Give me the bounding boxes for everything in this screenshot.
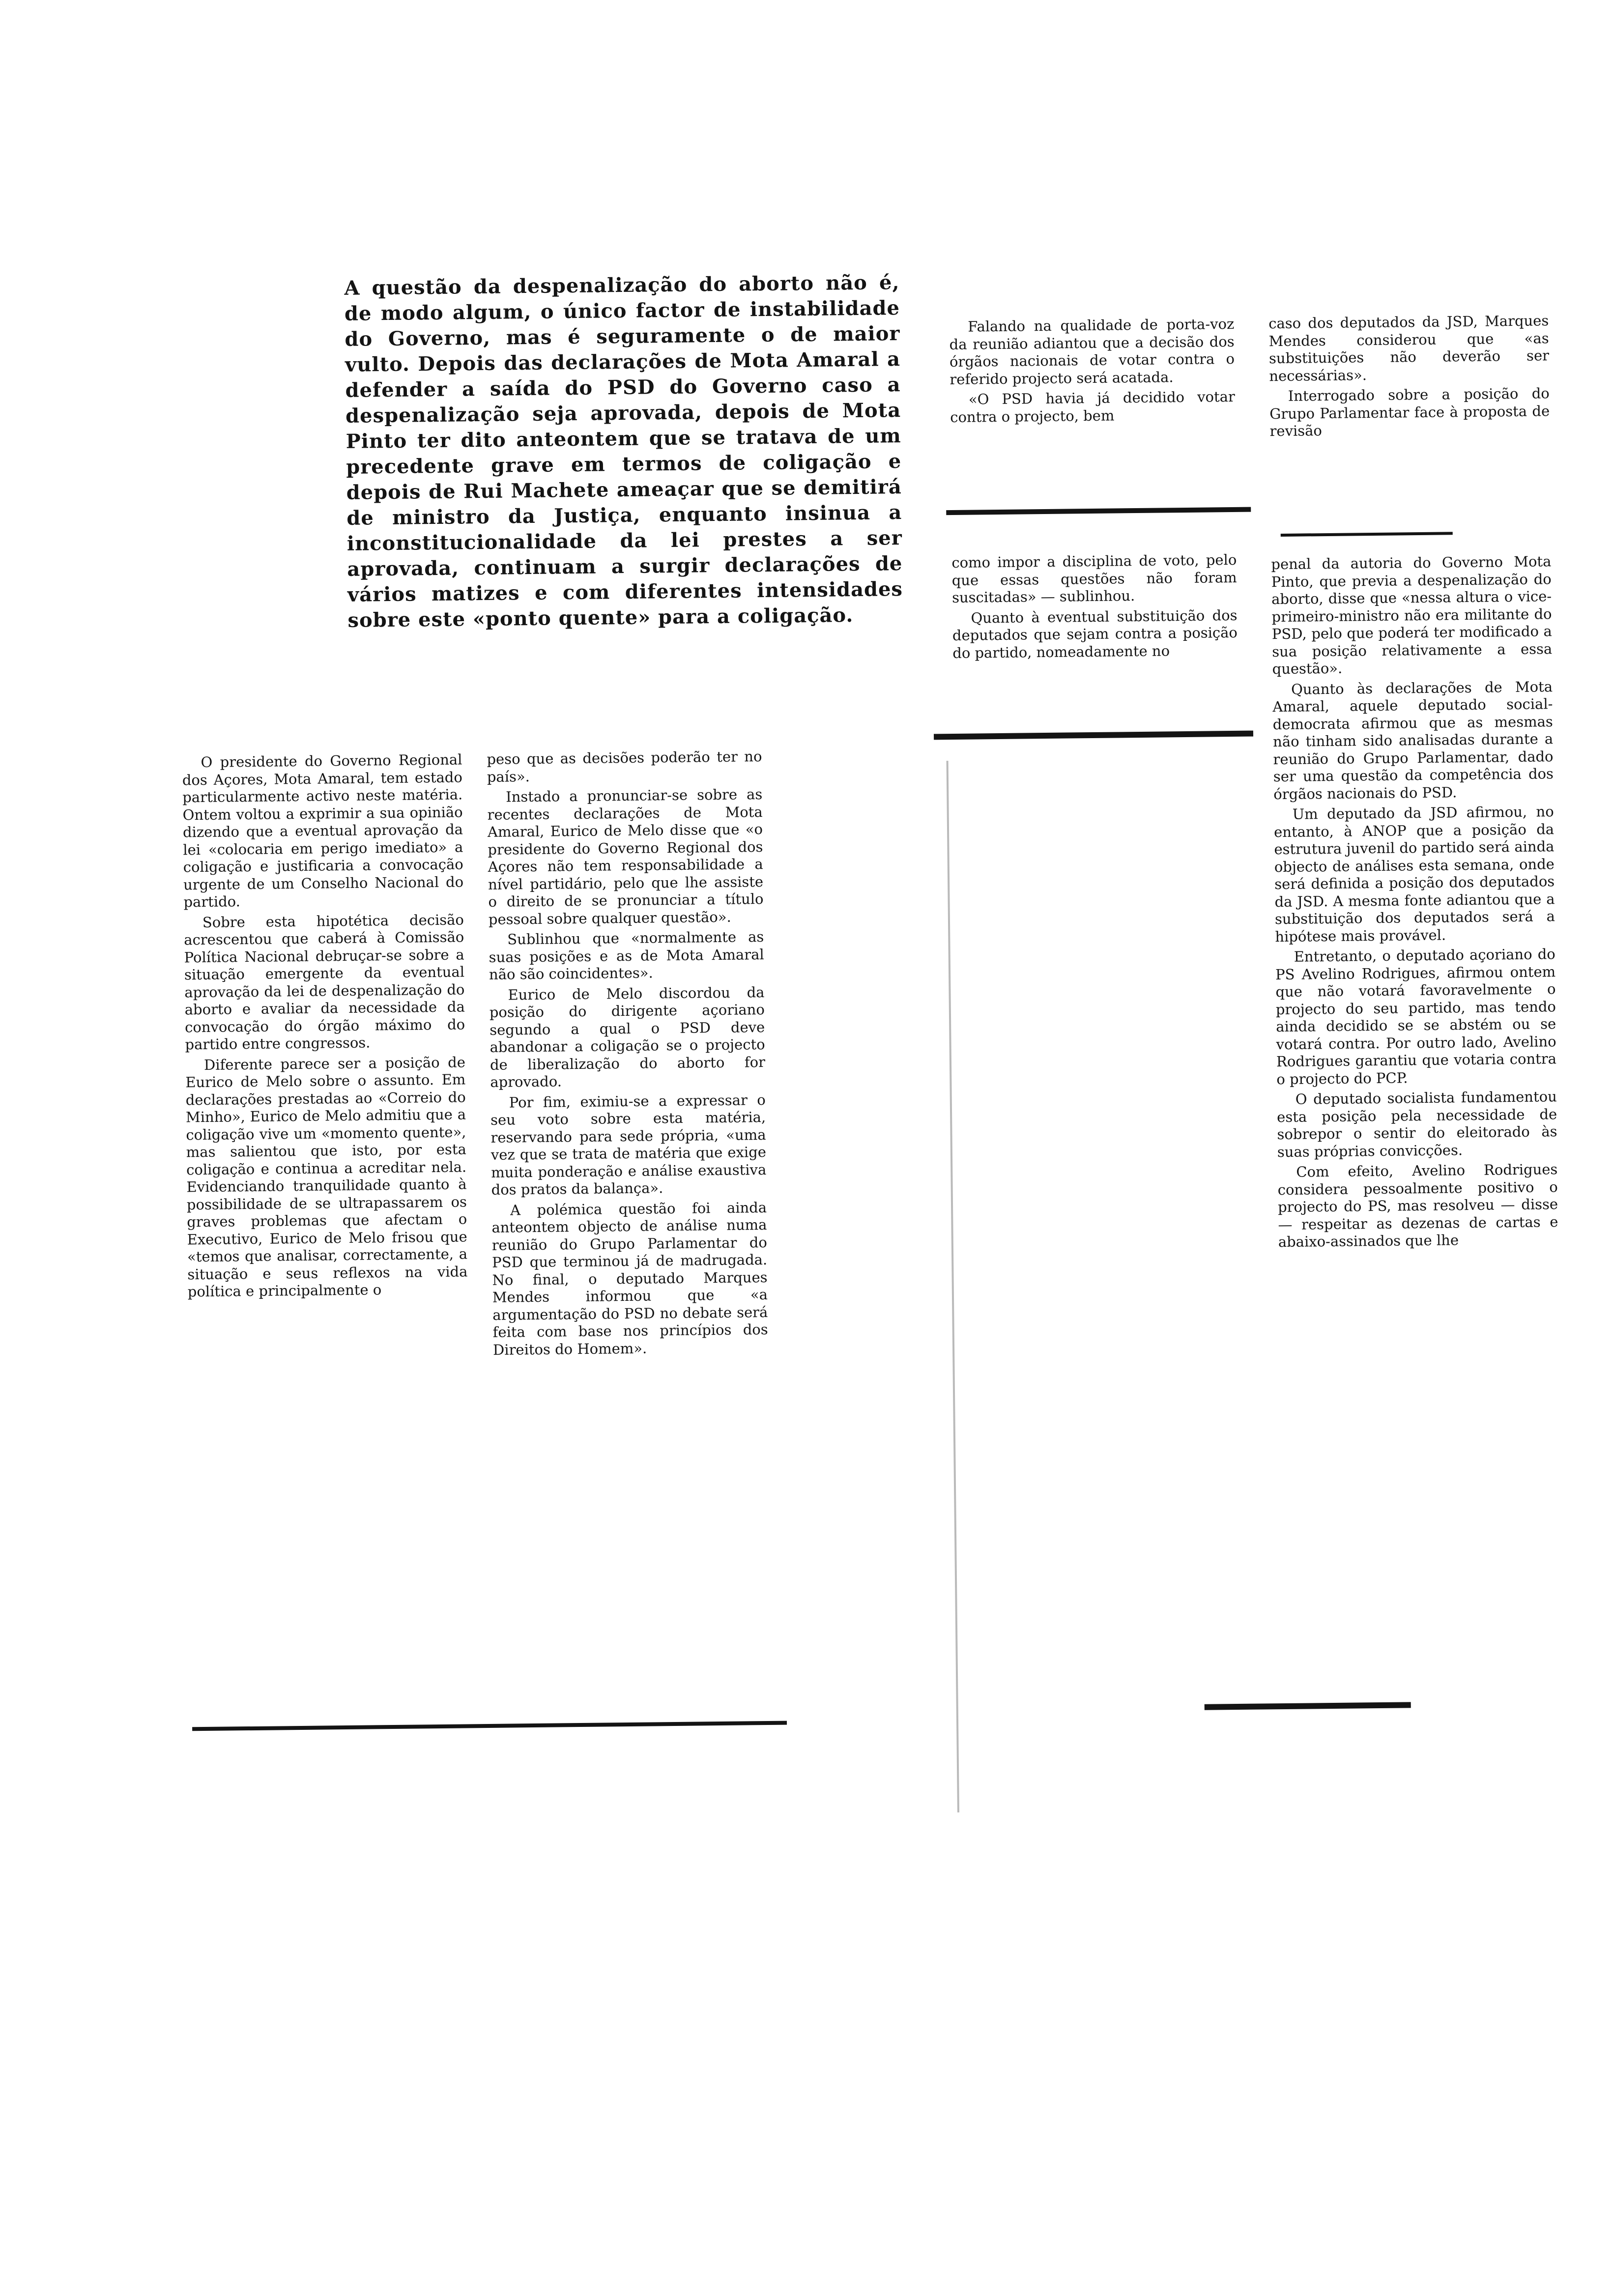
paragraph: Com efeito, Avelino Rodrigues considera pessoalmente positivo o projecto do PS, mas resolveu — disse — respeitar as dezenas de cartas e abaixo-assinados que lhe: [1277, 1161, 1558, 1251]
paragraph: como impor a disciplina de voto, pelo que essas questões não foram suscitadas» — sublinhou.: [951, 551, 1237, 606]
column-divider: [947, 761, 959, 1812]
column-4-bottom: [1271, 553, 1558, 1254]
paragraph: O presidente do Governo Regional dos Açores, Mota Amaral, tem estado particularmente activo neste matéria. Ontem voltou a exprimir a sua opinião dizendo que a eventual aprovação da lei «colocaria em perigo imediato» a coligação e justificaria a convocação urgente de um Conselho Nacional do partido.: [182, 751, 464, 911]
paragraph: «O PSD havia já decidido votar contra o projecto, bem: [950, 388, 1236, 426]
column-rule: [946, 507, 1251, 515]
bottom-rule: [192, 1721, 787, 1731]
paragraph: O deputado socialista fundamentou esta posição pela necessidade de sobrepor o sentir do eleitorado às suas próprias convicções.: [1277, 1088, 1557, 1160]
paragraph: Sublinhou que «normalmente as suas posições e as de Mota Amaral não são coincidentes».: [489, 928, 764, 983]
paragraph: peso que as decisões poderão ter no país».: [487, 748, 762, 785]
column-rule: [934, 731, 1253, 740]
paragraph: caso dos deputados da JSD, Marques Mendes considerou que «as substituições não deverão ser necessárias».: [1268, 312, 1550, 384]
paragraph: Por fim, eximiu-se a expressar o seu voto sobre esta matéria, reservando para sede própria, «uma vez que se trata de matéria que exige muita ponderação e análise exaustiva dos pratos da balança».: [490, 1091, 767, 1198]
column-rule: [1281, 532, 1453, 537]
paragraph: Quanto às declarações de Mota Amaral, aquele deputado social-democrata afirmou que as mesmas não tinham sido analisadas durante a reunião do Grupo Parlamentar, dado ser uma questão da competência dos órgãos nacionais do PSD.: [1272, 678, 1554, 803]
paragraph: penal da autoria do Governo Mota Pinto, que previa a despenalização do aborto, disse que «nessa altura o vice-primeiro-ministro não era militante do PSD, pelo que poderá ter modificado a sua posição relativamente a essa questão».: [1271, 553, 1553, 678]
column-3-bottom: [951, 551, 1238, 665]
paragraph: Interrogado sobre a posição do Grupo Parlamentar face à proposta de revisão: [1269, 385, 1550, 440]
paragraph: Instado a pronunciar-se sobre as recentes declarações de Mota Amaral, Eurico de Melo disse que «o presidente do Governo Regional dos Açores não tem responsabilidade a nível partidário, pelo que lhe assiste o direito de se pronunciar a título pessoal sobre qualquer questão».: [487, 786, 764, 928]
bottom-rule: [1205, 1702, 1411, 1710]
column-3-top: [949, 316, 1235, 429]
newspaper-clipping: [177, 258, 1558, 2229]
column-1: [182, 751, 468, 1303]
paragraph: Sobre esta hipotética decisão acrescentou que caberá à Comissão Política Nacional debruçar-se sobre a situação emergente da eventual aprovação da lei de despenalização do aborto e avaliar da necessidade da convocação do órgão máximo do partido entre congressos.: [184, 911, 465, 1053]
paragraph: Um deputado da JSD afirmou, no entanto, à ANOP que a posição da estrutura juvenil do partido será ainda objecto de análises esta semana, onde será definida a posição dos deputados da JSD. A mesma fonte adiantou que a substituição dos deputados será a hipótese mais provável.: [1273, 803, 1555, 945]
lead-paragraph: A questão da despenalização do aborto não é, de modo algum, o único factor de instabilidade do Governo, mas é seguramente o de maior vulto. Depois das declarações de Mota Amaral a defender a saída do PSD do Governo caso a despenalização seja aprovada, depois de Mota Pinto ter dito anteontem que se tratava de um precedente grave em termos de coligação e depois de Rui Machete ameaçar que se demitirá de ministro da Justiça, enquanto insinua a inconstitucionalidade da lei prestes a ser aprovada, continuam a surgir declarações de vários matizes e com diferentes intensidades sobre este «ponto quente» para a coligação.: [344, 271, 903, 632]
paragraph: Entretanto, o deputado açoriano do PS Avelino Rodrigues, afirmou ontem que não votará favoravelmente o projecto do seu partido, mas tendo ainda decidido se se abstém ou se votará contra. Por outro lado, Avelino Rodrigues garantiu que votaria contra o projecto do PCP.: [1275, 946, 1557, 1088]
paragraph: A polémica questão foi ainda anteontem objecto de análise numa reunião do Grupo Parlamentar do PSD que terminou já de madrugada. No final, o deputado Marques Mendes informou que «a argumentação do PSD no debate será feita com base nos princípios dos Direitos do Homem».: [491, 1199, 768, 1358]
paragraph: Quanto à eventual substituição dos deputados que sejam contra a posição do partido, nomeadamente no: [952, 606, 1238, 661]
column-4-top: [1268, 312, 1550, 443]
paragraph: Eurico de Melo discordou da posição do dirigente açoriano segundo a qual o PSD deve abandonar a coligação se o projecto de liberalização do aborto for aprovado.: [489, 983, 766, 1091]
paragraph: Diferente parece ser a posição de Eurico de Melo sobre o assunto. Em declarações prestadas ao «Correio do Minho», Eurico de Melo admitiu que a coligação vive um «momento quente», mas salientou que isto, por esta coligação e continua a acreditar nela. Evidenciando tranquilidade quanto à possibilidade de se ultrapassarem os graves problemas que afectam o Executivo, Eurico de Melo frisou que «temos que analisar, correctamente, a situação e seus reflexos na vida política e principalmente o: [185, 1053, 468, 1300]
paragraph: Falando na qualidade de porta-voz da reunião adiantou que a decisão dos órgãos nacionais de votar contra o referido projecto será acatada.: [949, 315, 1235, 388]
column-2: [487, 748, 768, 1362]
